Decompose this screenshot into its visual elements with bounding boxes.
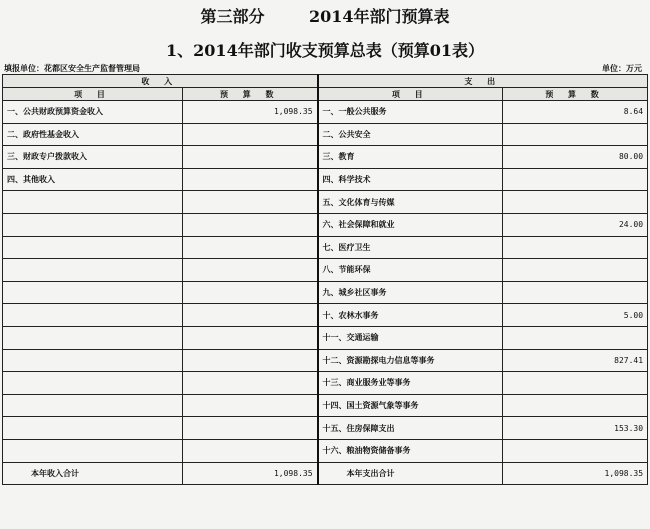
expense-total-value: 1,098.35 bbox=[503, 462, 648, 485]
expense-budget-header: 预 算 数 bbox=[503, 88, 648, 101]
income-value-cell bbox=[183, 439, 318, 462]
table-row bbox=[3, 213, 648, 236]
income-item-cell bbox=[3, 304, 183, 327]
expense-header: 支 出 bbox=[318, 75, 648, 88]
table-row bbox=[3, 349, 648, 372]
table-row bbox=[3, 304, 648, 327]
expense-value-cell bbox=[503, 191, 648, 214]
income-value-cell bbox=[183, 326, 318, 349]
income-header: 收 入 bbox=[3, 75, 318, 88]
income-item-cell: 二、政府性基金收入 bbox=[3, 123, 183, 146]
income-value-cell bbox=[183, 349, 318, 372]
page-title: 第三部分 2014年部门预算表 bbox=[200, 7, 450, 26]
income-item-cell bbox=[3, 191, 183, 214]
expense-item-cell: 二、公共安全 bbox=[318, 123, 503, 146]
income-item-cell: 四、其他收入 bbox=[3, 168, 183, 191]
income-item-cell: 一、公共财政预算资金收入 bbox=[3, 101, 183, 124]
expense-value-cell: 5.00 bbox=[503, 304, 648, 327]
income-item-header: 项 目 bbox=[3, 88, 183, 101]
income-value-cell bbox=[183, 417, 318, 440]
table-row bbox=[3, 191, 648, 214]
budget-table-body bbox=[3, 75, 648, 485]
income-value-cell bbox=[183, 146, 318, 169]
expense-value-cell bbox=[503, 326, 648, 349]
income-value-cell bbox=[183, 259, 318, 282]
income-item-cell bbox=[3, 372, 183, 395]
table-row bbox=[3, 101, 648, 124]
income-item-cell bbox=[3, 439, 183, 462]
table-row bbox=[3, 281, 648, 304]
expense-total-label: 本年支出合计 bbox=[318, 462, 503, 485]
column-header-row bbox=[3, 88, 648, 101]
expense-value-cell: 80.00 bbox=[503, 146, 648, 169]
expense-item-cell: 十三、商业服务业等事务 bbox=[318, 372, 503, 395]
expense-value-cell: 8.64 bbox=[503, 101, 648, 124]
expense-item-cell: 一、一般公共服务 bbox=[318, 101, 503, 124]
income-item-cell bbox=[3, 213, 183, 236]
income-value-cell bbox=[183, 191, 318, 214]
income-item-cell: 三、财政专户拨款收入 bbox=[3, 146, 183, 169]
table-row bbox=[3, 236, 648, 259]
income-value-cell bbox=[183, 394, 318, 417]
expense-value-cell: 827.41 bbox=[503, 349, 648, 372]
expense-item-cell: 八、节能环保 bbox=[318, 259, 503, 282]
expense-item-cell: 十六、粮油物资储备事务 bbox=[318, 439, 503, 462]
expense-value-cell bbox=[503, 236, 648, 259]
expense-item-cell: 十五、住房保障支出 bbox=[318, 417, 503, 440]
income-value-cell bbox=[183, 372, 318, 395]
table-row bbox=[3, 326, 648, 349]
expense-value-cell bbox=[503, 394, 648, 417]
income-item-cell bbox=[3, 259, 183, 282]
table-title: 1、2014年部门收支预算总表（预算01表） bbox=[166, 41, 484, 60]
section-header-row bbox=[3, 75, 648, 88]
expense-item-cell: 十四、国土资源气象等事务 bbox=[318, 394, 503, 417]
expense-item-cell: 十二、资源勘探电力信息等事务 bbox=[318, 349, 503, 372]
budget-table bbox=[2, 74, 648, 485]
income-item-cell bbox=[3, 394, 183, 417]
expense-value-cell bbox=[503, 281, 648, 304]
income-total-value: 1,098.35 bbox=[183, 462, 318, 485]
table-row bbox=[3, 146, 648, 169]
income-item-cell bbox=[3, 281, 183, 304]
table-row bbox=[3, 372, 648, 395]
expense-item-header: 项 目 bbox=[318, 88, 503, 101]
income-budget-header: 预 算 数 bbox=[183, 88, 318, 101]
income-item-cell bbox=[3, 349, 183, 372]
income-value-cell bbox=[183, 168, 318, 191]
income-item-cell bbox=[3, 326, 183, 349]
expense-item-cell: 十一、交通运输 bbox=[318, 326, 503, 349]
table-row bbox=[3, 394, 648, 417]
expense-item-cell: 三、教育 bbox=[318, 146, 503, 169]
expense-item-cell: 六、社会保障和就业 bbox=[318, 213, 503, 236]
reporting-unit: 填报单位：花都区安全生产监督管理局 bbox=[4, 63, 140, 73]
income-value-cell bbox=[183, 304, 318, 327]
expense-value-cell bbox=[503, 372, 648, 395]
expense-value-cell bbox=[503, 123, 648, 146]
table-row bbox=[3, 168, 648, 191]
expense-item-cell: 十、农林水事务 bbox=[318, 304, 503, 327]
income-item-cell bbox=[3, 417, 183, 440]
table-row bbox=[3, 123, 648, 146]
income-item-cell bbox=[3, 236, 183, 259]
income-value-cell bbox=[183, 213, 318, 236]
expense-value-cell bbox=[503, 168, 648, 191]
table-row bbox=[3, 259, 648, 282]
income-value-cell bbox=[183, 236, 318, 259]
totals-row bbox=[3, 462, 648, 485]
income-value-cell bbox=[183, 123, 318, 146]
expense-value-cell: 153.30 bbox=[503, 417, 648, 440]
expense-item-cell: 九、城乡社区事务 bbox=[318, 281, 503, 304]
table-row bbox=[3, 439, 648, 462]
income-total-label: 本年收入合计 bbox=[3, 462, 183, 485]
unit-label: 单位：万元 bbox=[602, 63, 642, 73]
table-row bbox=[3, 417, 648, 440]
expense-item-cell: 五、文化体育与传媒 bbox=[318, 191, 503, 214]
expense-item-cell: 四、科学技术 bbox=[318, 168, 503, 191]
expense-value-cell bbox=[503, 259, 648, 282]
income-value-cell bbox=[183, 281, 318, 304]
expense-value-cell bbox=[503, 439, 648, 462]
expense-item-cell: 七、医疗卫生 bbox=[318, 236, 503, 259]
expense-value-cell: 24.00 bbox=[503, 213, 648, 236]
income-value-cell: 1,098.35 bbox=[183, 101, 318, 124]
